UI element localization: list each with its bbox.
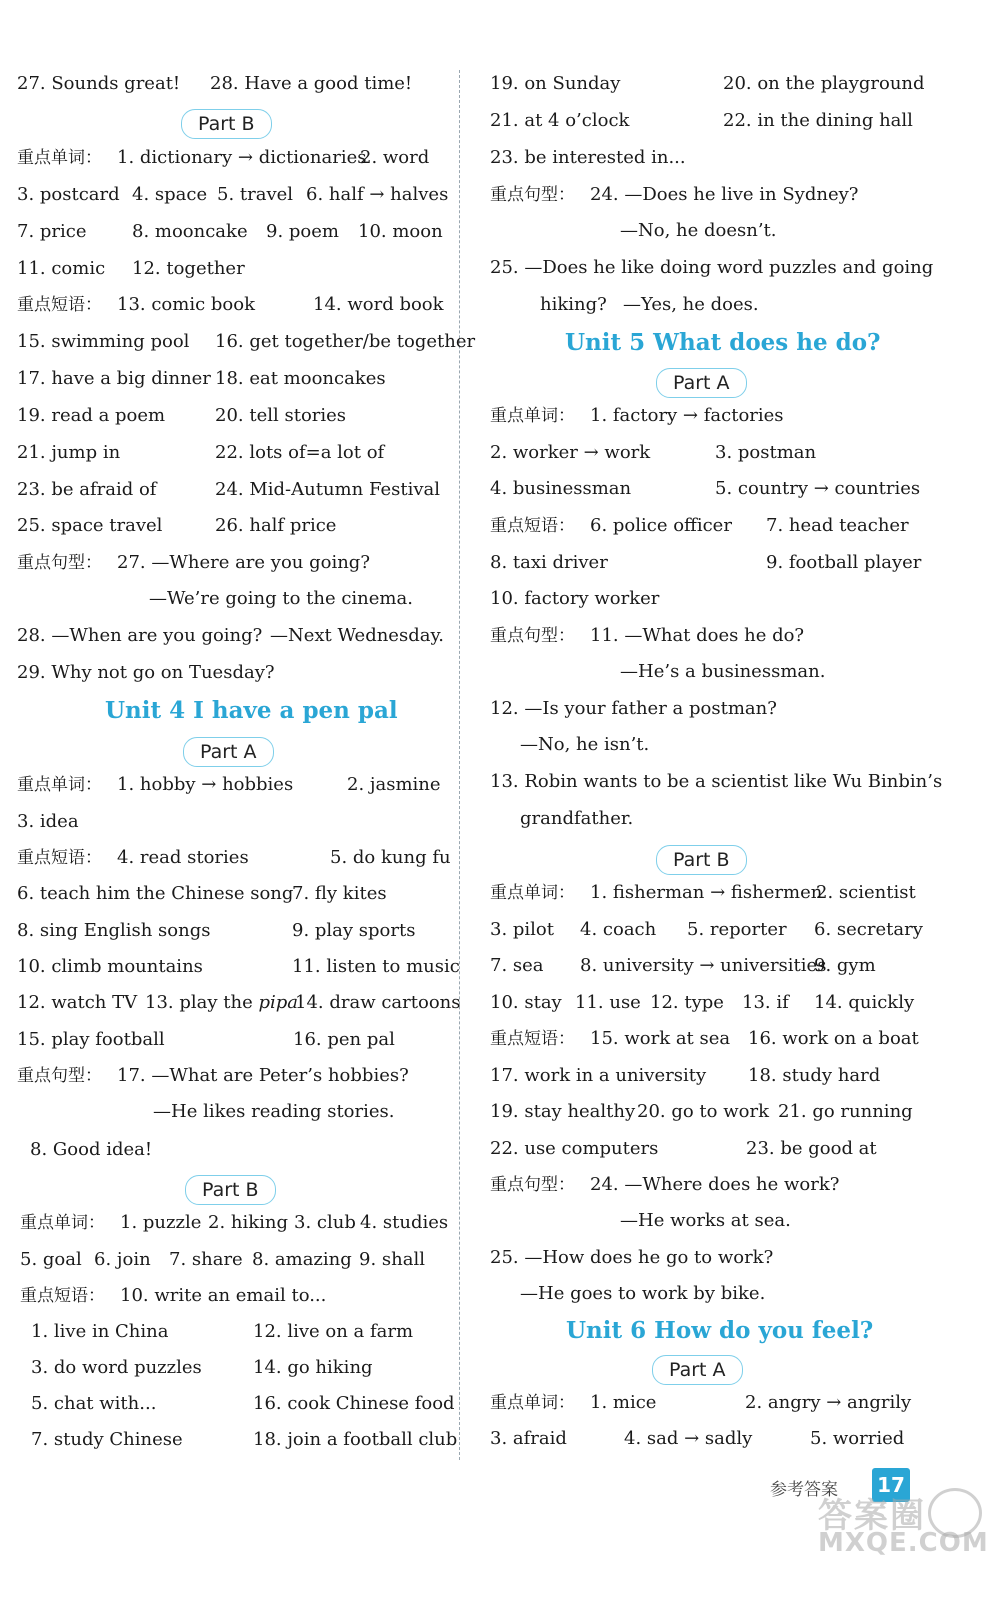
part-b-heading: Part B [185, 1175, 276, 1205]
watermark-logo: 答案圈 MXQE.COM [818, 1488, 988, 1558]
part-a-heading: Part A [656, 368, 747, 398]
part-b-heading: Part B [656, 845, 747, 875]
unit-4-title: Unit 4 I have a pen pal [105, 697, 398, 724]
unit-5-title: Unit 5 What does he do? [565, 329, 881, 356]
page-number: 17 [872, 1468, 910, 1502]
part-a-heading: Part A [652, 1355, 743, 1385]
part-a-heading: Part A [183, 737, 274, 767]
column-divider [459, 70, 460, 1460]
unit-6-title: Unit 6 How do you feel? [566, 1317, 874, 1344]
part-b-heading: Part B [181, 109, 272, 139]
answer-key-label: 参考答案 [770, 1480, 838, 1500]
